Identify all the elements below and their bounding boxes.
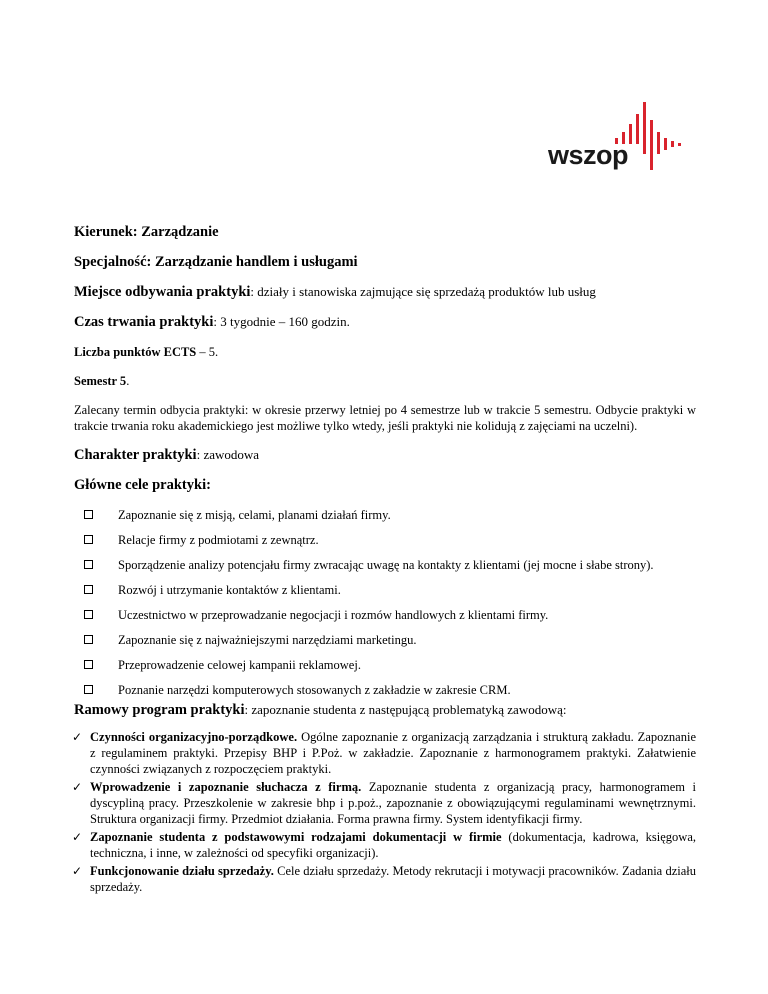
list-item: Poznanie narzędzi komputerowych stosowanych z zakładzie w zakresie CRM.: [74, 682, 696, 698]
goals-heading: Główne cele praktyki:: [74, 477, 211, 493]
logo-wordmark: wszop: [548, 140, 629, 170]
checkmark-icon: ✓: [72, 780, 83, 794]
list-item: Rozwój i utrzymanie kontaktów z klientami.: [74, 582, 696, 598]
semester: Semestr 5.: [74, 374, 130, 388]
goals-list: [74, 507, 696, 698]
list-item: ✓ Zapoznanie studenta z podstawowymi rodzajami dokumentacji w firmie (dokumentacja, kadrowa, księgowa, techniczna, i inne, w zależności od specyfiki organizacji).: [72, 830, 696, 860]
list-item: Sporządzenie analizy potencjału firmy zwracając uwagę na kontakty z klientami (jej mocne i słabe strony).: [74, 557, 696, 573]
list-item: Przeprowadzenie celowej kampanii reklamowej.: [74, 657, 696, 673]
list-item: ✓ Wprowadzenie i zapoznanie słuchacza z firmą. Zapoznanie studenta z organizacją pracy, harmonogramem i dyscypliną pracy. Przeszkolenie w zakresie bhp i p.poż., zapoznanie z obowiązującymi regulaminami wewnętrznymi. Struktura organizacji firmy. Przedmiot działania. Forma prawna firmy. System identyfikacji firmy.: [72, 780, 696, 826]
internship-character: Charakter praktyki: zawodowa: [74, 447, 260, 463]
list-item: ✓ Funkcjonowanie działu sprzedaży. Cele działu sprzedaży. Metody rekrutacji i motywacji pracowników. Zadania działu sprzedaży.: [72, 864, 696, 894]
checkbox-bullet-icon: [84, 585, 93, 594]
checkmark-icon: ✓: [72, 864, 83, 878]
document-body: [74, 224, 696, 897]
list-item: Zapoznanie się z misją, celami, planami działań firmy.: [74, 507, 696, 523]
list-item: Relacje firmy z podmiotami z zewnątrz.: [74, 532, 696, 548]
checkmark-icon: ✓: [72, 730, 83, 744]
checkbox-bullet-icon: [84, 635, 93, 644]
checkmark-icon: ✓: [72, 830, 83, 844]
field-of-study: Kierunek: Zarządzanie: [74, 224, 219, 240]
specialization: Specjalność: Zarządzanie handlem i usługami: [74, 254, 358, 270]
program-list: [74, 729, 696, 895]
checkbox-bullet-icon: [84, 660, 93, 669]
checkbox-bullet-icon: [84, 685, 93, 694]
internship-duration: Czas trwania praktyki: 3 tygodnie – 160 godzin.: [74, 314, 350, 330]
program-heading: Ramowy program praktyki: zapoznanie studenta z następującą problematyką zawodową:: [74, 702, 567, 718]
list-item: Zapoznanie się z najważniejszymi narzędziami marketingu.: [74, 632, 696, 648]
checkbox-bullet-icon: [84, 510, 93, 519]
checkbox-bullet-icon: [84, 610, 93, 619]
list-item: Uczestnictwo w przeprowadzanie negocjacji i rozmów handlowych z klientami firmy.: [74, 607, 696, 623]
checkbox-bullet-icon: [84, 560, 93, 569]
internship-place: Miejsce odbywania praktyki: działy i stanowiska zajmujące się sprzedażą produktów lub usług: [74, 284, 596, 300]
checkbox-bullet-icon: [84, 535, 93, 544]
ects-points: Liczba punktów ECTS – 5.: [74, 345, 219, 359]
list-item: ✓ Czynności organizacyjno-porządkowe. Ogólne zapoznanie z organizacją zarządzania i strukturą zakładu. Zapoznanie z regulaminem praktyki. Przepisy BHP i P.Poż. w zakładzie. Zapoznanie z harmonogramem praktyki. Załatwienie czynności związanych z rozpoczęciem praktyki.: [72, 730, 696, 776]
wszop-logo: [527, 78, 692, 188]
recommended-term: Zalecany termin odbycia praktyki: w okresie przerwy letniej po 4 semestrze lub w trakcie 5 semestru. Odbycie praktyki w trakcie trwania roku akademickiego jest możliwe tylko wtedy, jeśli praktyki nie kolidują z zajęciami na uczelni).: [74, 403, 696, 433]
